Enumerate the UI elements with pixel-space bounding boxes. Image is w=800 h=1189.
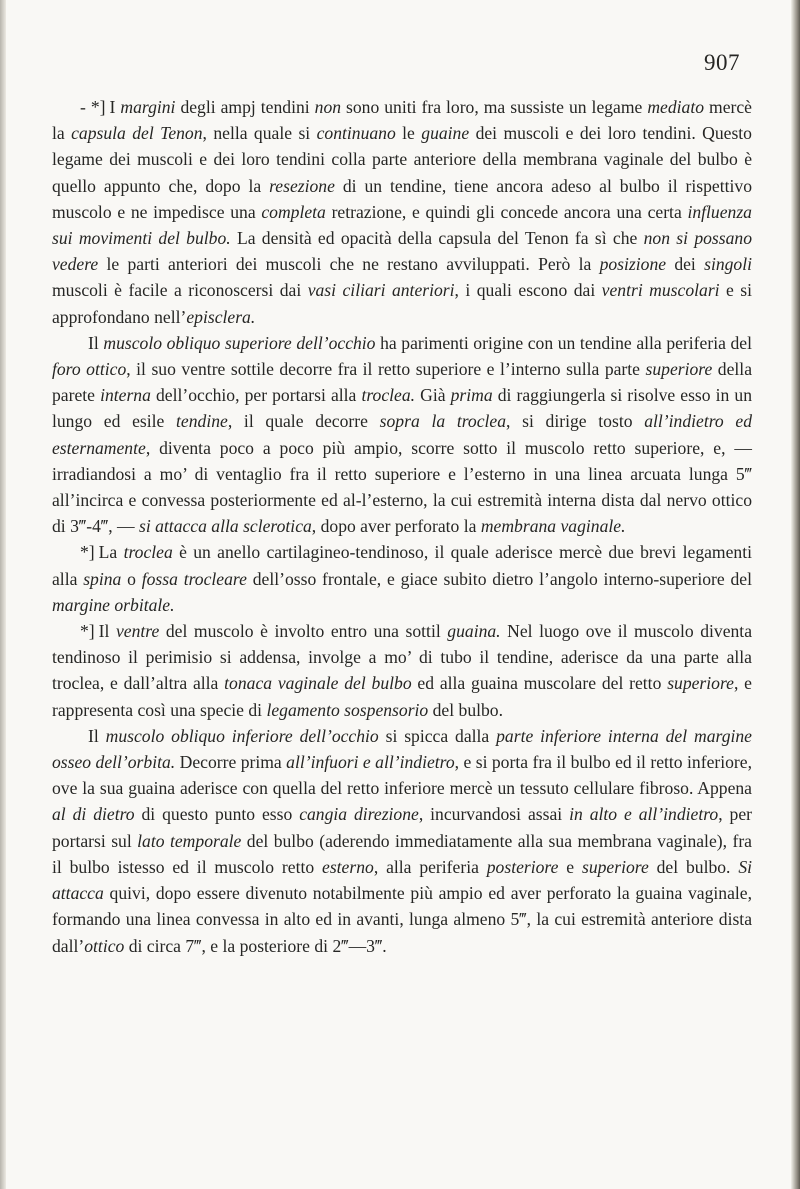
paragraph-margini xyxy=(52,94,752,330)
italic-segment: si attacca alla sclerotica xyxy=(138,516,312,537)
text-segment: , nella quale si xyxy=(202,123,317,144)
text-segment: , il suo ventre sottile decorre fra il retto superiore e l’interno sulla parte xyxy=(126,359,646,380)
italic-segment: superiore xyxy=(667,673,734,694)
text-segment: , dopo aver perforato la xyxy=(311,516,481,537)
paragraph-obliquo-superiore xyxy=(52,330,752,540)
italic-segment: parte inferiore interna del margine osseo dell’orbita. xyxy=(52,725,752,773)
text-segment: I xyxy=(109,97,121,117)
text-segment: di raggiungerla si risolve esso in un lungo ed esile xyxy=(52,385,753,432)
text-segment: le xyxy=(395,123,422,144)
text-segment: Nel luogo ove il muscolo diventa tendinoso il perimisio si addensa, involge a mo’ di tubo il tendine, aderisce da una parte alla troclea, e dall’altra alla xyxy=(52,621,752,694)
italic-segment: continuano xyxy=(316,123,396,144)
text-segment: La densità ed opacità della capsula del Tenon fa sì che xyxy=(230,228,644,249)
text-segment: del bulbo. xyxy=(648,856,739,877)
text-segment: e si approfondano nell’ xyxy=(52,280,753,327)
text-segment: o xyxy=(121,568,142,589)
italic-segment: superiore xyxy=(581,856,649,877)
italic-segment: troclea. xyxy=(361,385,416,406)
text-segment: degli ampj tendini xyxy=(175,97,315,117)
italic-segment: al di dietro xyxy=(52,804,135,825)
italic-segment: tonaca vaginale del bulbo xyxy=(224,673,412,694)
text-segment: ha parimenti origine con un tendine alla periferia del xyxy=(375,332,752,353)
text-segment: del bulbo (aderendo immediatamente alla sua membrana vaginale), fra il bulbo istesso ed il muscolo retto xyxy=(52,830,752,877)
italic-segment: spina xyxy=(83,568,122,589)
italic-segment: cangia direzione xyxy=(299,804,419,825)
italic-segment: lato temporale xyxy=(137,830,242,851)
text-segment: di circa 7‴, e la posteriore di 2‴—3‴. xyxy=(124,935,387,956)
text-segment: si spicca dalla xyxy=(378,725,497,746)
text-segment: e xyxy=(558,856,582,877)
italic-segment: membrana vaginale. xyxy=(480,516,626,537)
text-segment: , i quali escono dai xyxy=(454,280,602,301)
paragraph-troclea xyxy=(52,539,752,618)
footnote-marker: *] xyxy=(80,542,95,563)
italic-segment: influenza sui movimenti del bulbo. xyxy=(52,201,752,249)
italic-segment: sopra la troclea xyxy=(379,411,507,432)
text-segment: , incurvandosi assai xyxy=(418,804,570,825)
italic-segment: capsula del Tenon xyxy=(71,123,203,144)
text-segment: del muscolo è involto entro una sottil xyxy=(159,621,448,642)
italic-segment: margine orbitale. xyxy=(52,594,175,615)
text-segment: Il xyxy=(88,725,106,746)
italic-segment: posteriore xyxy=(486,856,559,877)
italic-segment: episclera. xyxy=(186,306,256,327)
italic-segment: completa xyxy=(261,201,326,222)
footnote-marker: - *] xyxy=(80,97,106,117)
italic-segment: guaina. xyxy=(447,621,501,642)
paragraph-ventre xyxy=(52,618,752,723)
italic-segment: muscolo obliquo inferiore dell’occhio xyxy=(105,725,379,746)
text-segment: quivi, dopo essere divenuto notabilmente più ampio ed aver perforato la guaina vaginale, formando una linea convessa in alto ed in avanti, lunga almeno 5‴, la cui estremità anteriore dista dall’ xyxy=(52,883,752,956)
text-segment: mercè la xyxy=(52,97,752,144)
italic-segment: interna xyxy=(100,385,151,406)
italic-segment: ventre xyxy=(115,621,160,642)
page-edge-shadow xyxy=(791,0,800,1189)
italic-segment: ventri muscolari xyxy=(601,280,720,301)
text-segment: dell’occhio, per portarsi alla xyxy=(150,385,362,406)
italic-segment: non xyxy=(314,97,342,117)
italic-segment: vasi ciliari anteriori xyxy=(307,280,455,301)
text-segment: sono uniti fra loro, ma sussiste un legame xyxy=(341,97,648,117)
italic-segment: all’indietro ed esternamente xyxy=(52,411,753,458)
text-segment: dei xyxy=(666,254,705,275)
paragraph-obliquo-inferiore xyxy=(52,723,752,959)
text-segment: , diventa poco a poco più ampio, scorre sotto il muscolo retto superiore, e, — irradiandosi a mo’ di ventaglio fra il retto superiore e l’esterno in una linea arcuata lunga 5‴ all’incirca e convessa posteriormente ed al-l’esterno, la cui estremità interna dista dal nervo ottico di 3‴-4‴, — xyxy=(52,437,752,537)
text-segment: ed alla guaina muscolare del retto xyxy=(411,673,668,694)
italic-segment: singoli xyxy=(704,254,752,275)
text-segment: dell’osso frontale, e giace subito dietro l’angolo interno-superiore del xyxy=(246,568,753,589)
italic-segment: resezione xyxy=(269,175,335,196)
italic-segment: foro ottico xyxy=(52,359,127,380)
italic-segment: Si attacca xyxy=(52,856,752,904)
text-segment: , alla periferia xyxy=(373,856,487,877)
text-segment: della parete xyxy=(52,359,752,406)
text-segment: Decorre prima xyxy=(175,752,287,773)
body-text xyxy=(52,94,752,959)
text-segment: La xyxy=(98,542,124,563)
italic-segment: prima xyxy=(450,385,493,406)
italic-segment: margini xyxy=(120,97,176,117)
italic-segment: mediato xyxy=(647,97,705,117)
text-segment: è un anello cartilagineo-tendinoso, il quale aderisce mercè due brevi legamenti alla xyxy=(52,542,752,589)
italic-segment: all’infuori e all’indietro xyxy=(286,752,455,773)
page-number: 907 xyxy=(704,50,740,75)
text-segment: del bulbo. xyxy=(428,699,503,720)
italic-segment: troclea xyxy=(123,542,173,563)
italic-segment: muscolo obliquo superiore dell’occhio xyxy=(103,332,376,353)
italic-segment: esterno xyxy=(322,856,374,877)
text-segment: , il quale decorre xyxy=(227,411,380,432)
text-segment: muscoli è facile a riconoscersi dai xyxy=(52,280,308,301)
text-segment: di questo punto esso xyxy=(134,804,300,825)
text-segment: Il xyxy=(88,332,104,353)
italic-segment: non si possano vedere xyxy=(52,228,753,275)
text-segment: di un tendine, tiene ancora adeso al bulbo il rispettivo muscolo e ne impedisce una xyxy=(52,175,752,222)
text-segment: , si dirige tosto xyxy=(506,411,645,432)
italic-segment: superiore xyxy=(645,359,713,380)
text-segment: Il xyxy=(98,621,116,642)
text-segment: dei muscoli e dei loro tendini. Questo legame dei muscoli e dei loro tendini colla parte anteriore della membrana vaginale del bulbo è quello appunto che, dopo la xyxy=(52,123,752,196)
text-segment: , per portarsi sul xyxy=(52,804,753,851)
text-segment: le parti anteriori dei muscoli che ne restano avviluppati. Però la xyxy=(98,254,600,275)
italic-segment: fossa trocleare xyxy=(141,568,247,589)
text-segment: , e si porta fra il bulbo ed il retto inferiore, ove la sua guaina aderisce con quella del retto inferiore mercè un tessuto cellulare fibroso. Appena xyxy=(52,752,752,799)
italic-segment: legamento sospensorio xyxy=(266,699,429,720)
italic-segment: tendine xyxy=(176,411,228,432)
text-segment: retrazione, e quindi gli concede ancora una certa xyxy=(325,201,688,222)
italic-segment: posizione xyxy=(599,254,667,275)
text-segment: , e rappresenta così una specie di xyxy=(52,673,752,720)
footnote-marker: *] xyxy=(80,621,95,642)
page-gutter-shadow xyxy=(0,0,6,1189)
italic-segment: in alto e all’indietro xyxy=(569,804,719,825)
text-segment: Già xyxy=(415,385,451,406)
italic-segment: ottico xyxy=(84,935,125,956)
italic-segment: guaine xyxy=(421,123,470,144)
